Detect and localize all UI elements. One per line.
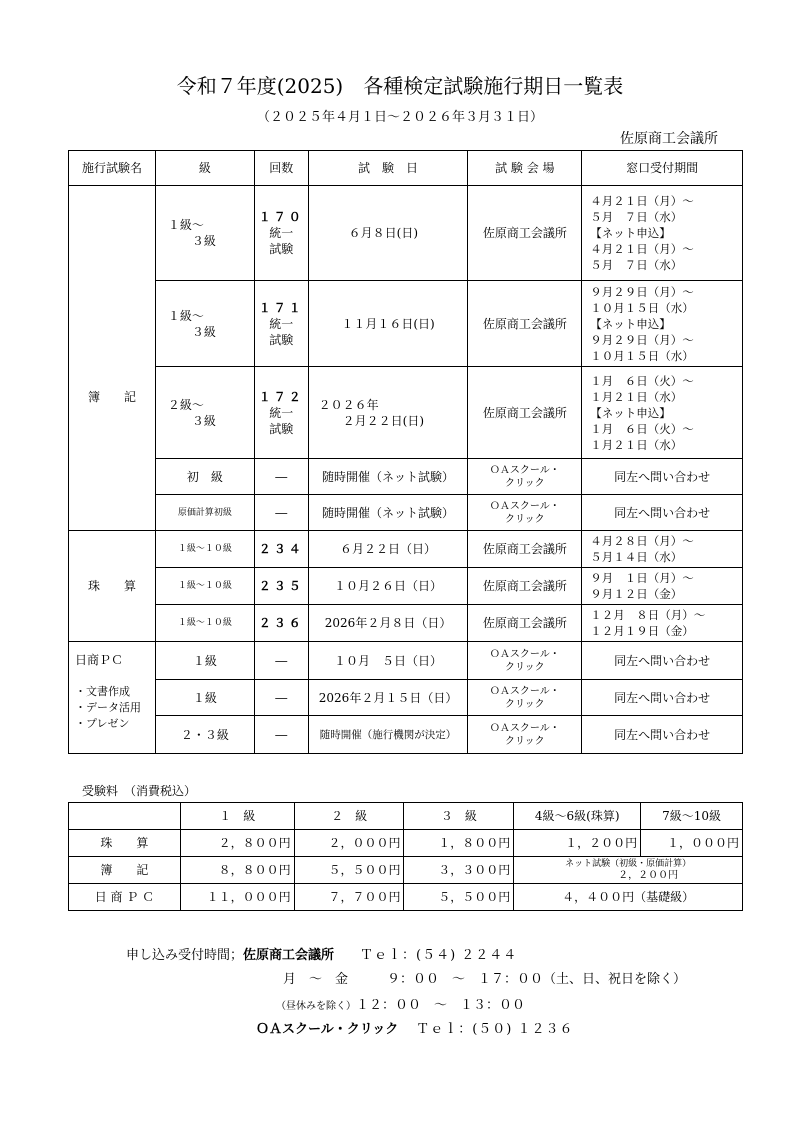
grade-cell: ２級～ ３級 — [155, 367, 254, 459]
fee-value: ５，５００円 — [294, 857, 404, 884]
date-cell: １０月２６日（日） — [308, 568, 468, 605]
grade-cell: １級 — [155, 680, 254, 716]
header-cell: 窓口受付期間 — [582, 151, 743, 186]
round-cell: ― — [254, 642, 308, 680]
fee-row — [69, 884, 743, 911]
grade-cell: １級～１０級 — [155, 605, 254, 642]
table-row — [69, 568, 743, 605]
grade-cell: ２・３級 — [155, 716, 254, 754]
date-cell: １１月１６日(日) — [308, 281, 468, 367]
fee-table — [68, 802, 743, 911]
fee-name: 日 商 Ｐ Ｃ — [69, 884, 181, 911]
venue-cell: ＯＡスクール・ クリック — [468, 459, 582, 495]
fee-row — [69, 857, 743, 884]
organization: 佐原商工会議所 — [620, 131, 718, 147]
venue-cell: 佐原商工会議所 — [468, 281, 582, 367]
window-cell: 同左へ問い合わせ — [582, 716, 743, 754]
fee-name: 珠 算 — [69, 830, 181, 857]
venue-cell: 佐原商工会議所 — [468, 367, 582, 459]
date-cell: １０月 ５日（日） — [308, 642, 468, 680]
header-cell: 試 験 会 場 — [468, 151, 582, 186]
round-cell: ２３６ — [254, 605, 308, 642]
table-row — [69, 495, 743, 531]
fee-value: ７，７００円 — [294, 884, 404, 911]
lunch-time: １２：００ ～ １３：００ — [356, 998, 526, 1013]
grade-cell: １級～１０級 — [155, 531, 254, 568]
date-cell: ６月８日(日) — [308, 186, 468, 281]
fee-value: ３，３００円 — [404, 857, 514, 884]
net-fee-label: ネット試験（初級・原価計算） — [565, 859, 692, 869]
header-cell: ２ 級 — [294, 803, 404, 830]
fee-value: ２，８００円 — [180, 830, 294, 857]
window-cell: 同左へ問い合わせ — [582, 680, 743, 716]
table-row — [69, 642, 743, 680]
contact-prefix: 申し込み受付時間； — [126, 948, 244, 963]
venue-cell: 佐原商工会議所 — [468, 186, 582, 281]
round-cell: １７１ 統一 試験 — [254, 281, 308, 367]
venue-cell: ＯＡスクール・ クリック — [468, 680, 582, 716]
round-cell: ２３５ — [254, 568, 308, 605]
round-cell: ― — [254, 680, 308, 716]
fee-value: ８，８００円 — [180, 857, 294, 884]
venue-cell: 佐原商工会議所 — [468, 605, 582, 642]
grade-cell: １級～ ３級 — [155, 281, 254, 367]
schedule-table — [68, 150, 743, 754]
contact-line-4 — [256, 1018, 574, 1037]
venue-cell: 佐原商工会議所 — [468, 568, 582, 605]
table-row — [69, 716, 743, 754]
header-cell: 級 — [155, 151, 254, 186]
exam-name: 珠 算 — [69, 531, 156, 642]
window-cell: ４月２１日（月）～ ５月 ７日（水） 【ネット申込】 ４月２１日（月）～ ５月 ７日（水） — [582, 186, 743, 281]
exam-name-cont — [69, 495, 156, 531]
grade-cell: １級～ ３級 — [155, 186, 254, 281]
fee-row — [69, 830, 743, 857]
round-cell: ― — [254, 459, 308, 495]
basic-fee: ４，４００円（基礎級） — [514, 884, 743, 911]
date-cell: 2026年２月１５日（日） — [308, 680, 468, 716]
header-cell: ３ 級 — [404, 803, 514, 830]
table-row — [69, 605, 743, 642]
table-row — [69, 186, 743, 281]
round-cell: ― — [254, 716, 308, 754]
round-cell: ― — [254, 495, 308, 531]
period: （２０２５年４月１日～２０２６年３月３１日） — [256, 110, 543, 125]
round-cell: ２３４ — [254, 531, 308, 568]
window-cell: ９月 １日（月）～ ９月１２日（金） — [582, 568, 743, 605]
window-cell: ４月２８日（月）～ ５月１４日（水） — [582, 531, 743, 568]
grade-cell: 原価計算初級 — [155, 495, 254, 531]
window-cell: 同左へ問い合わせ — [582, 642, 743, 680]
date-cell: 随時開催（施行機関が決定） — [308, 716, 468, 754]
fee-label: 受験料 （消費税込） — [82, 784, 197, 798]
table-row — [69, 459, 743, 495]
round-cell: １７２ 統一 試験 — [254, 367, 308, 459]
fee-header-row — [69, 803, 743, 830]
header-cell — [69, 803, 181, 830]
fee-value: １，０００円 — [641, 830, 743, 857]
round-cell: １７０ 統一 試験 — [254, 186, 308, 281]
lunch-note: （昼休みを除く） — [276, 1001, 356, 1012]
pc-name: 日商ＰＣ — [75, 653, 124, 667]
window-cell: １２月 ８日（月）～ １２月１９日（金） — [582, 605, 743, 642]
net-fee-price: ２，２００円 — [618, 870, 679, 881]
header-cell: １ 級 — [180, 803, 294, 830]
exam-name — [69, 642, 156, 754]
header-cell: 施行試験名 — [69, 151, 156, 186]
date-cell: 随時開催（ネット試験） — [308, 459, 468, 495]
venue-cell: ＯＡスクール・ クリック — [468, 716, 582, 754]
grade-cell: １級 — [155, 642, 254, 680]
fee-name: 簿 記 — [69, 857, 181, 884]
net-fee-cell — [514, 857, 743, 884]
exam-name-cont — [69, 459, 156, 495]
venue-cell: ＯＡスクール・ クリック — [468, 642, 582, 680]
window-cell: 同左へ問い合わせ — [582, 459, 743, 495]
contact-line-1 — [126, 944, 517, 963]
fee-value: １，８００円 — [404, 830, 514, 857]
table-row — [69, 680, 743, 716]
contact-line-2: 月 ～ 金 ９：００ ～ １７：００（土、日、祝日を除く） — [283, 972, 687, 987]
window-cell: １月 ６日（火）～ １月２１日（水） 【ネット申込】 １月 ６日（火）～ １月２１日（水） — [582, 367, 743, 459]
header-cell: 4級～6級(珠算) — [514, 803, 641, 830]
exam-name: 簿 記 — [69, 186, 156, 459]
fee-value: ５，５００円 — [404, 884, 514, 911]
table-row — [69, 281, 743, 367]
window-cell: ９月２９日（月）～ １０月１５日（水） 【ネット申込】 ９月２９日（月）～ １０月１５日（水） — [582, 281, 743, 367]
table-row — [69, 531, 743, 568]
date-cell: 随時開催（ネット試験） — [308, 495, 468, 531]
schedule-header-row — [69, 151, 743, 186]
table-row — [69, 367, 743, 459]
grade-cell: １級～１０級 — [155, 568, 254, 605]
pc-sub: ・文書作成 ・データ活用 ・プレゼン — [75, 685, 141, 730]
date-cell: 2026年２月８日（日） — [308, 605, 468, 642]
date-cell: ２０２６年 ２月２２日(日) — [308, 367, 468, 459]
window-cell: 同左へ問い合わせ — [582, 495, 743, 531]
contact-org-2: ＯＡスクール・クリック — [256, 1022, 399, 1037]
fee-value: ２，０００円 — [294, 830, 404, 857]
header-cell: 7級～10級 — [641, 803, 743, 830]
fee-value: １，２００円 — [514, 830, 641, 857]
contact-line-3 — [276, 994, 525, 1013]
contact-tel-2: Ｔｅｌ：(５０) １２３６ — [416, 1022, 574, 1037]
fee-value: １１，０００円 — [180, 884, 294, 911]
grade-cell: 初 級 — [155, 459, 254, 495]
page-title: 令和７年度(2025) 各種検定試験施行期日一覧表 — [176, 74, 624, 98]
contact-tel: Ｔｅｌ：(５４) ２２４４ — [360, 948, 518, 963]
header-cell: 回数 — [254, 151, 308, 186]
header-cell: 試 験 日 — [308, 151, 468, 186]
date-cell: ６月２２日（日） — [308, 531, 468, 568]
venue-cell: ＯＡスクール・ クリック — [468, 495, 582, 531]
venue-cell: 佐原商工会議所 — [468, 531, 582, 568]
contact-org: 佐原商工会議所 — [243, 948, 335, 963]
